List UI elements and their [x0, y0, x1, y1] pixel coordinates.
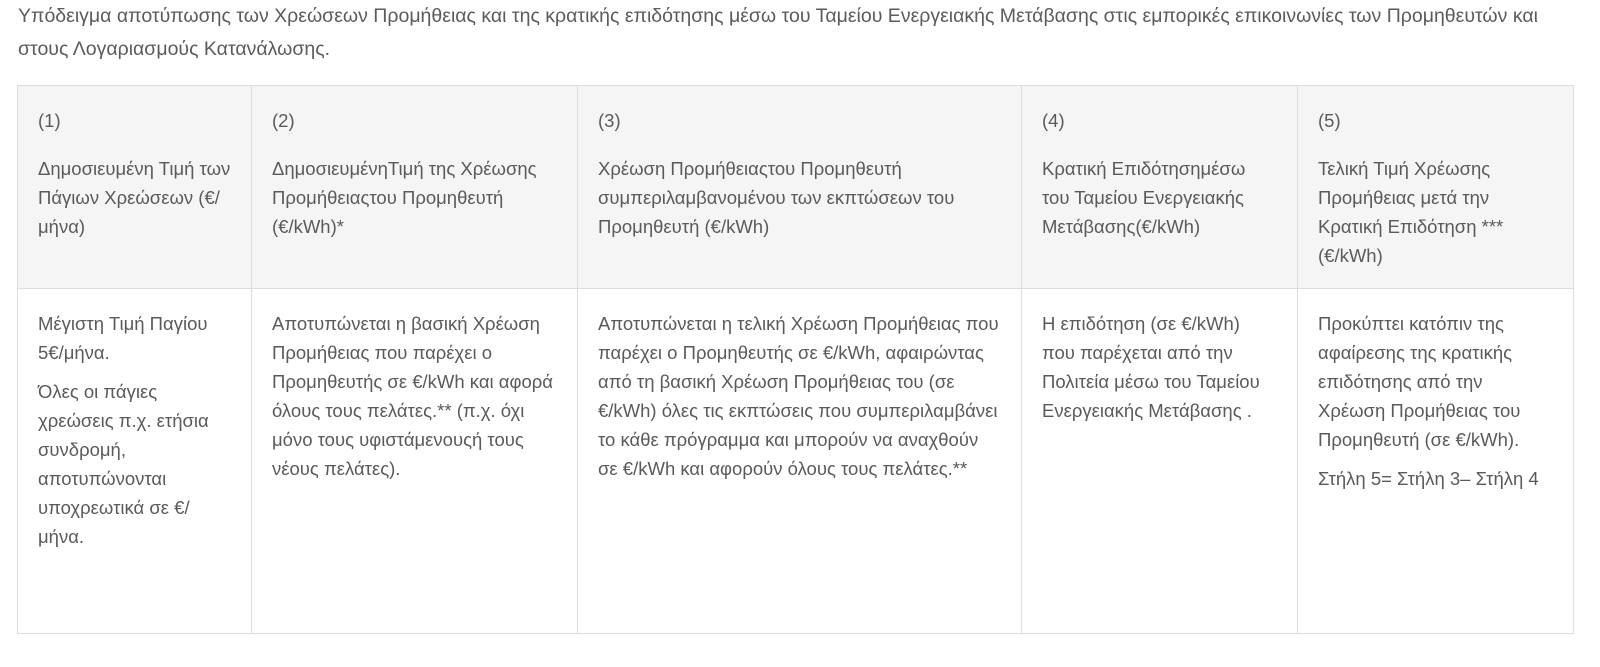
cell-paragraph: Η επιδότηση (σε €/kWh) που παρέχεται από την Πολιτεία μέσω του Ταμείου Ενεργειακής Μετάβασης . — [1042, 313, 1260, 421]
column-title: Χρέωση Προμήθειαςτου Προμηθευτή συμπεριλαμβανομένου των εκπτώσεων του Προμηθευτή (€/kWh) — [598, 158, 955, 237]
body-cell-3 — [578, 289, 1022, 634]
column-number: (3) — [598, 110, 621, 131]
body-cell-1 — [18, 289, 252, 634]
charges-table — [17, 85, 1574, 634]
header-cell-4 — [1022, 86, 1298, 289]
table-row — [18, 289, 1574, 634]
intro-paragraph: Υπόδειγμα αποτύπωσης των Χρεώσεων Προμήθειας και της κρατικής επιδότησης μέσω του Ταμείου Ενεργειακής Μετάβασης στις εμπορικές επικοινωνίες των Προμηθευτών και στους Λογαριασμούς Κατανάλωσης. — [18, 5, 1538, 60]
cell-paragraph: Προκύπτει κατόπιν της αφαίρεσης της κρατικής επιδότησης από την Χρέωση Προμήθειας του Προμηθευτή (σε €/kWh). — [1318, 313, 1521, 450]
body-cell-5 — [1298, 289, 1574, 634]
column-number: (1) — [38, 110, 61, 131]
column-number: (4) — [1042, 110, 1065, 131]
column-title: Κρατική Επιδότησημέσω του Ταμείου Ενεργειακής Μετάβασης(€/kWh) — [1042, 158, 1246, 237]
cell-paragraph: Όλες οι πάγιες χρεώσεις π.χ. ετήσια συνδρομή, αποτυπώνονται υποχρεωτικά σε €/μήνα. — [38, 381, 209, 547]
column-title: Δημοσιευμένη Τιμή των Πάγιων Χρεώσεων (€/μήνα) — [38, 158, 231, 237]
column-title: Τελική Τιμή Χρέωσης Προμήθειας μετά την Κρατική Επιδότηση *** (€/kWh) — [1318, 158, 1504, 266]
header-cell-2 — [252, 86, 578, 289]
column-title: ΔημοσιευμένηΤιμή της Χρέωσης Προμήθειαςτου Προμηθευτή (€/kWh)* — [272, 158, 537, 237]
column-number: (5) — [1318, 110, 1341, 131]
cell-paragraph: Αποτυπώνεται η τελική Χρέωση Προμήθειας που παρέχει ο Προμηθευτής σε €/kWh, αφαιρώντας από τη βασική Χρέωση Προμήθειας του (σε €/kWh) όλες τις εκπτώσεις που συμπεριλαμβάνει το κάθε πρόγραμμα και μπορούν να αναχθούν σε €/kWh και αφορούν όλους τους πελάτες.** — [598, 313, 999, 479]
cell-paragraph: Μέγιστη Τιμή Παγίου 5€/μήνα. — [38, 313, 208, 363]
cell-paragraph: Αποτυπώνεται η βασική Χρέωση Προμήθειας που παρέχει ο Προμηθευτής σε €/kWh και αφορά όλους τους πελάτες.** (π.χ. όχι μόνο τους υφιστάμενουςή τους νέους πελάτες). — [272, 313, 553, 479]
header-cell-5 — [1298, 86, 1574, 289]
cell-paragraph: Στήλη 5= Στήλη 3– Στήλη 4 — [1318, 468, 1539, 489]
body-cell-2 — [252, 289, 578, 634]
table-header-row — [18, 86, 1574, 289]
header-cell-3 — [578, 86, 1022, 289]
column-number: (2) — [272, 110, 295, 131]
header-cell-1 — [18, 86, 252, 289]
body-cell-4 — [1022, 289, 1298, 634]
